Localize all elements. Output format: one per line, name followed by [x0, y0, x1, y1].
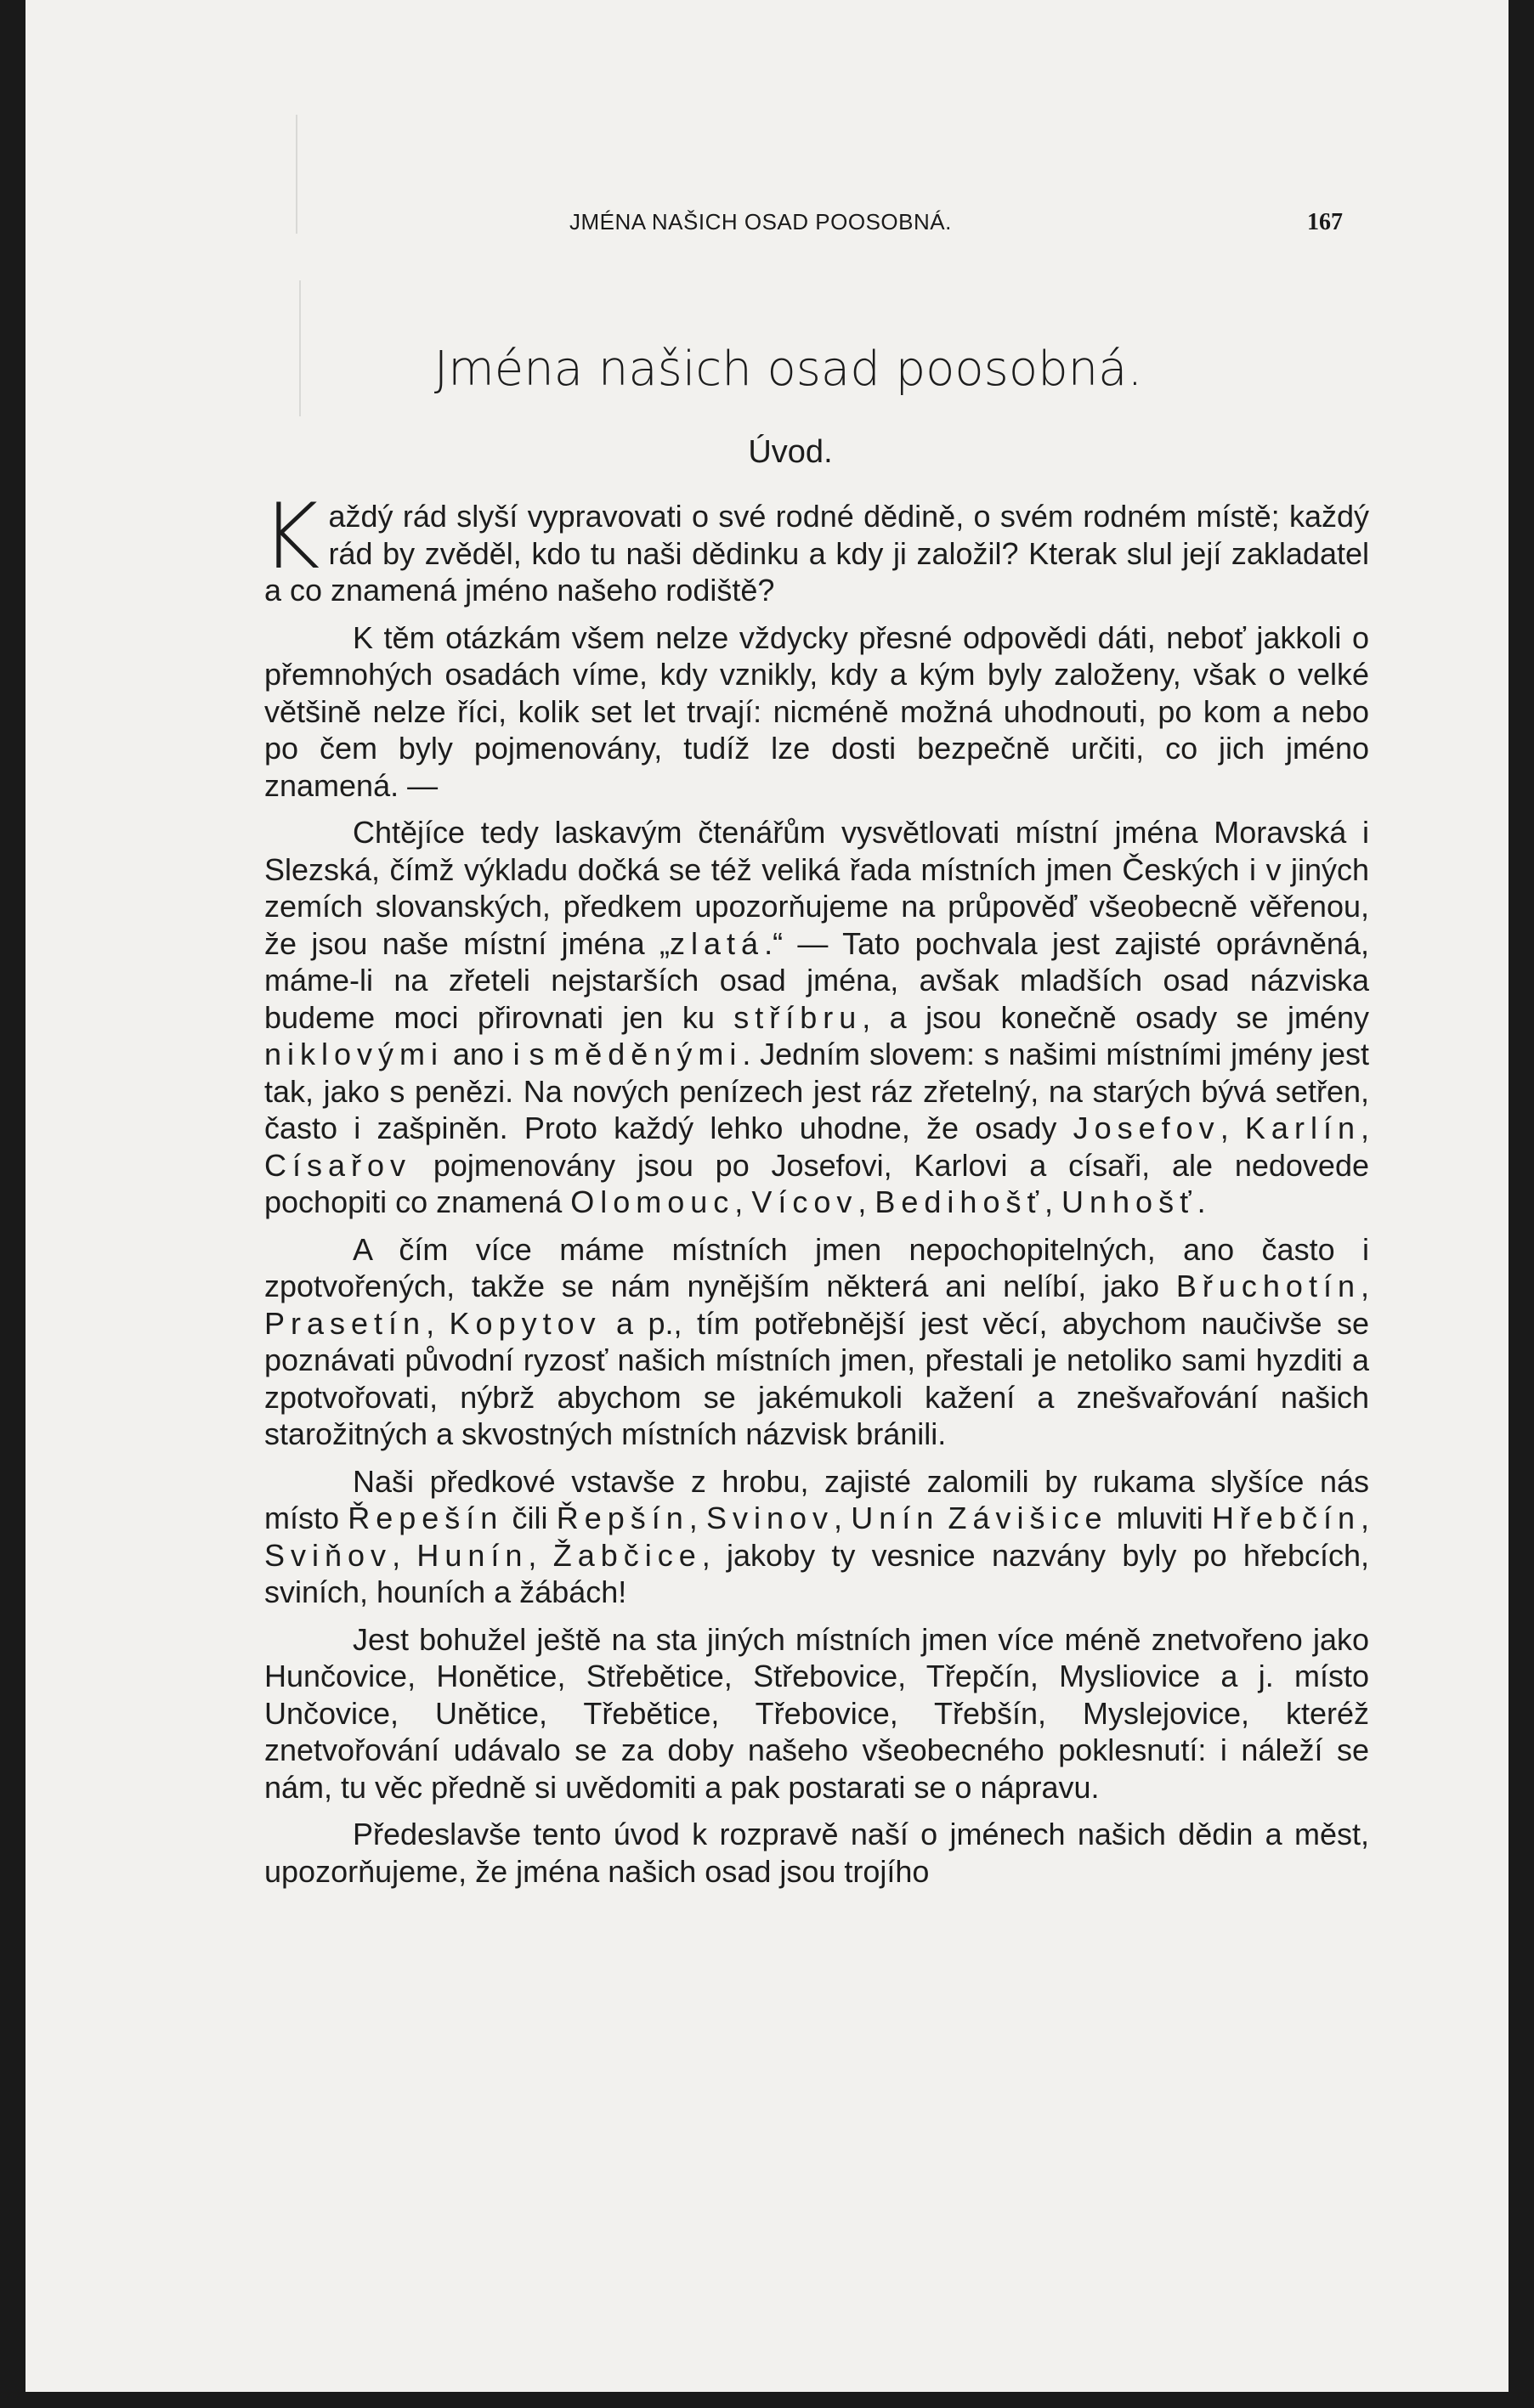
- spaced-term: Hřebčín: [1211, 1501, 1361, 1535]
- spaced-term: zlatá: [670, 925, 765, 961]
- spaced-term: Unhošť: [1061, 1184, 1197, 1219]
- paragraph-1: [261, 484, 1369, 609]
- spaced-term: Závišice: [948, 1501, 1108, 1535]
- paragraph-5: [264, 1463, 1369, 1611]
- text-run: ,: [1360, 1269, 1369, 1303]
- text-run: ,: [528, 1537, 553, 1573]
- text-run: mluviti: [1107, 1501, 1212, 1535]
- body-text: [261, 484, 1370, 1900]
- text-run: ,: [1044, 1184, 1061, 1219]
- spaced-term: Císařov: [264, 1147, 412, 1183]
- text-run: [939, 1501, 948, 1535]
- paragraph-4: [264, 1231, 1369, 1453]
- article-title: Jména našich osad poosobná.: [433, 342, 1143, 397]
- spaced-term: Svinov: [705, 1501, 835, 1535]
- paragraph-text: aždý rád slyší vypravovati o své rodné dědině, o svém rodném místě; každý rád by zvěděl, kdo tu naši dědinku a kdy ji založil? Kterak slul její zakladatel a co znamená jméno našeho rodiště?: [264, 499, 1369, 608]
- spaced-term: Kopytov: [449, 1305, 602, 1341]
- page-number: 167: [1307, 209, 1343, 235]
- text-run: , jakoby ty vesnice nazvány byly po hřebcích, sviních, houních a žábách!: [264, 1537, 1369, 1609]
- spaced-term: Bedihošť: [875, 1184, 1044, 1219]
- text-run: ,: [858, 1184, 875, 1219]
- spaced-term: Řepešín: [348, 1501, 504, 1535]
- text-run: ano i s: [444, 1037, 554, 1071]
- spaced-term: Sviňov: [264, 1537, 393, 1573]
- text-run: ,: [734, 1184, 752, 1219]
- spaced-term: Unín: [851, 1501, 940, 1535]
- text-run: ,: [688, 1501, 706, 1535]
- paper-scratch: [296, 115, 297, 234]
- text-run: a p., tím potřebnější jest věcí, abychom naučivše se poznávati původní ryzosť našich místních jmen, přestali je netoliko sami hyzditi a zpotvořovati, nýbrž abychom se jakémukoli kažení a znešvařování našich starožitných a skvostných místních názvisk bránili.: [264, 1305, 1369, 1451]
- spaced-term: Vícov: [751, 1184, 858, 1219]
- text-run: čili: [503, 1501, 557, 1535]
- text-run: .: [1197, 1184, 1206, 1219]
- drop-cap: K: [261, 484, 320, 589]
- text-run: ,: [426, 1305, 450, 1341]
- paragraph-2: K těm otázkám všem nelze vždycky přesné odpovědi dáti, neboť jakkoli o přemnohých osadách víme, kdy vznikly, kdy a kým byly založeny, však o velké většině nelze říci, kolik set let trvají: nicméně možná uhodnouti, po kom a nebo po čem byly pojmenovány, tudíž lze dosti bezpečně určiti, co jich jméno znamená. —: [264, 619, 1369, 803]
- text-run: Chtějíce tedy laskavým čtenářům vysvětlovati místní jména Moravská i Slezská, čímž výkladu dočká se též veliká řada místních jmen Českých i v jiných zemích slovanských, předkem upozorňujeme na průpověď všeobecně věřenou, že jsou naše místní jména „: [264, 815, 1369, 961]
- spaced-term: Prasetín: [264, 1305, 427, 1341]
- spaced-term: Hunín: [416, 1537, 529, 1573]
- text-run: ,: [1360, 1111, 1369, 1145]
- text-run: ,: [1220, 1111, 1245, 1145]
- spaced-term: Josefov: [1073, 1111, 1220, 1145]
- text-run: , a jsou konečně osady se jmény: [862, 999, 1369, 1035]
- section-heading: Úvod.: [748, 434, 833, 470]
- spaced-term: Řepšín: [556, 1501, 689, 1535]
- text-run: pojmenovány jsou po Josefovi, Karlovi a císaři, ale nedovede pochopiti co znamená: [264, 1147, 1369, 1219]
- paragraph-3: [264, 814, 1369, 1221]
- paragraph-6: Jest bohužel ještě na sta jiných místních jmen více méně znetvořeno jako Hunčovice, Honětice, Střebětice, Střebovice, Třepčín, Mysliovice a j. místo Unčovice, Unětice, Třebětice, Třebovice, Třebšín, Myslejovice, kteréž znetvořování udávalo se za doby našeho všeobecného poklesnutí: i náleží se nám, tu věc předně si uvědomiti a pak postarati se o nápravu.: [264, 1621, 1369, 1805]
- running-title: JMÉNA NAŠICH OSAD POOSOBNÁ.: [569, 209, 952, 235]
- spaced-term: Karlín: [1244, 1111, 1361, 1145]
- spaced-term: Žabčice: [552, 1537, 702, 1573]
- spaced-term: Břuchotín: [1175, 1269, 1361, 1303]
- text-run: Naši předkové vstavše z hrobu, zajisté zalomili by rukama slyšíce nás místo: [264, 1463, 1369, 1535]
- paragraph-7: Předeslavše tento úvod k rozpravě naší o jménech našich dědin a měst, upozorňujeme, že jména našich osad jsou trojího: [264, 1817, 1369, 1889]
- spaced-term: stříbru: [733, 999, 863, 1035]
- book-page: [25, 0, 1509, 2392]
- spaced-term: niklovými: [264, 1037, 444, 1071]
- text-run: . Jedním slovem: s našimi místními jmény jest tak, jako s penězi. Na nových penízech jest ráz zřetelný, na starých bývá setřen, často i zašpiněn. Proto každý lehko uhodne, že osady: [264, 1037, 1369, 1145]
- text-run: ,: [1361, 1501, 1370, 1535]
- text-run: A čím více máme místních jmen nepochopitelných, ano často i zpotvořených, takže se nám nynějším některá ani nelíbí, jako: [264, 1231, 1369, 1303]
- text-run: ,: [834, 1501, 852, 1535]
- text-run: ,: [392, 1537, 417, 1573]
- spaced-term: Olomouc: [570, 1184, 735, 1219]
- text-run: .“ — Tato pochvala jest zajisté oprávněná, máme-li na zřeteli nejstarších osad jména, avšak mladších osad názviska budeme moci přirovnati jen ku: [264, 925, 1369, 1035]
- spaced-term: měděnými: [553, 1037, 743, 1071]
